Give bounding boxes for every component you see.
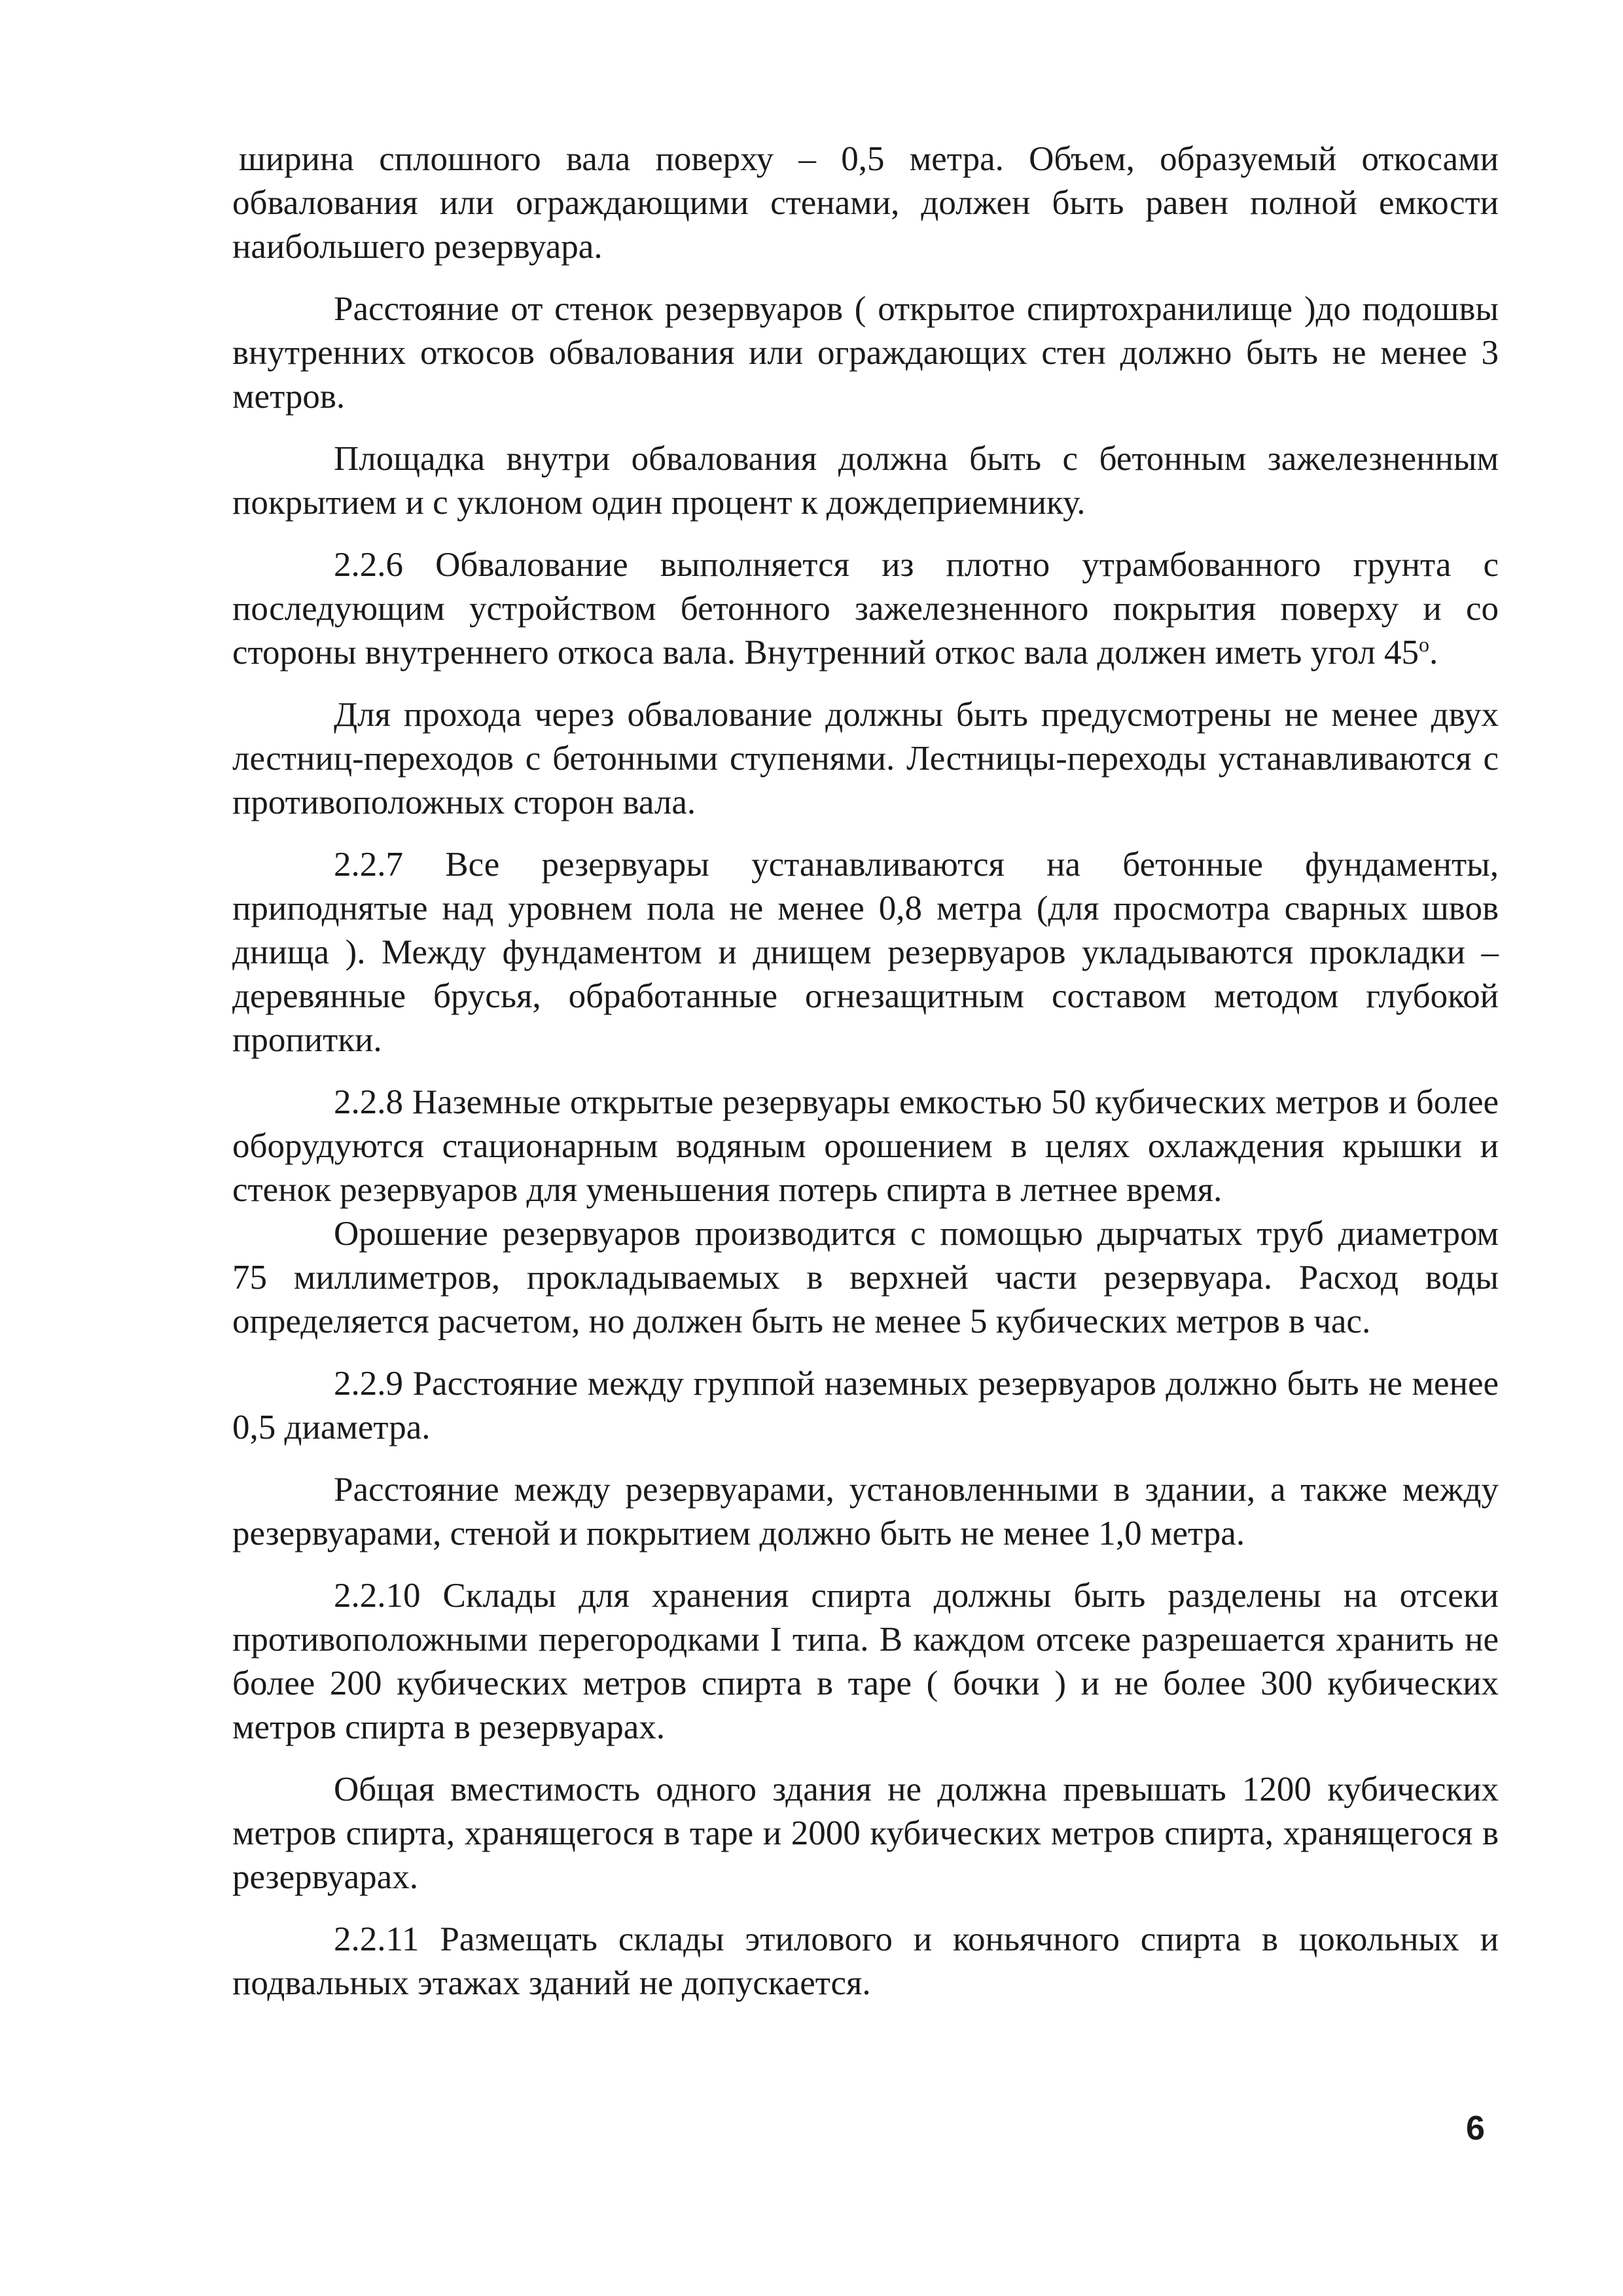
paragraph-text: 2.2.6 Обвалование выполняется из плотно утрамбованного грунта с последующим устройством бетонного зажелезненного покрытия поверху и со стороны внутреннего откоса вала. Внутренний откос вала должен иметь угол 45 [232,546,1499,672]
paragraph: Расстояние между резервуарами, установленными в здании, а также между резервуарами, стеной и покрытием должно быть не менее 1,0 метра. [232,1471,1499,1552]
paragraph: Общая вместимость одного здания не должна превышать 1200 кубических метров спирта, хранящегося в таре и 2000 кубических метров спирта, хранящегося в резервуарах. [232,1770,1499,1896]
paragraph: Для прохода через обвалование должны быть предусмотрены не менее двух лестниц-переходов с бетонными ступенями. Лестницы-переходы устанавливаются с противоположных сторон вала. [232,696,1499,821]
paragraph-2-2-7: 2.2.7 Все резервуары устанавливаются на бетонные фундаменты, приподнятые над уровнем пола не менее 0,8 метра (для просмотра сварных швов днища ). Между фундаментом и днищем резервуаров укладываются прокладки – деревянные брусья, обработанные огнезащитным составом методом глубокой пропитки. [232,846,1499,1059]
text-column [232,137,1499,2024]
paragraph: Площадка внутри обвалования должна быть с бетонным зажелезненным покрытием и с уклоном один процент к дождеприемнику. [232,440,1499,522]
paragraph-2-2-10: 2.2.10 Склады для хранения спирта должны быть разделены на отсеки противоположными перегородками I типа. В каждом отсеке разрешается хранить не более 200 кубических метров спирта в таре ( бочки ) и не более 300 кубических метров спирта в резервуарах. [232,1577,1499,1746]
degree-superscript: о [1419,632,1430,656]
page-number: 6 [1466,2109,1485,2147]
paragraph: Расстояние от стенок резервуаров ( открытое спиртохранилище )до подошвы внутренних откосов обвалования или ограждающих стен должно быть не менее 3 метров. [232,290,1499,416]
paragraph-text-end: . [1429,634,1438,672]
paragraph-2-2-9: 2.2.9 Расстояние между группой наземных резервуаров должно быть не менее 0,5 диаметра. [232,1365,1499,1446]
paragraph: ширина сплошного вала поверху – 0,5 метра. Объем, образуемый откосами обвалования или ограждающими стенами, должен быть равен полной емкости наибольшего резервуара. [232,140,1499,266]
paragraph-2-2-6 [232,543,1499,675]
paragraph: Орошение резервуаров производится с помощью дырчатых труб диаметром 75 миллиметров, прокладываемых в верхней части резервуара. Расход воды определяется расчетом, но должен быть не менее 5 кубических метров в час. [232,1215,1499,1340]
paragraph-2-2-11: 2.2.11 Размещать склады этилового и коньячного спирта в цокольных и подвальных этажах зданий не допускается. [232,1920,1499,2002]
paragraph-2-2-8: 2.2.8 Наземные открытые резервуары емкостью 50 кубических метров и более оборудуются стационарным водяным орошением в целях охлаждения крышки и стенок резервуаров для уменьшения потерь спирта в летнее время. [232,1083,1499,1209]
